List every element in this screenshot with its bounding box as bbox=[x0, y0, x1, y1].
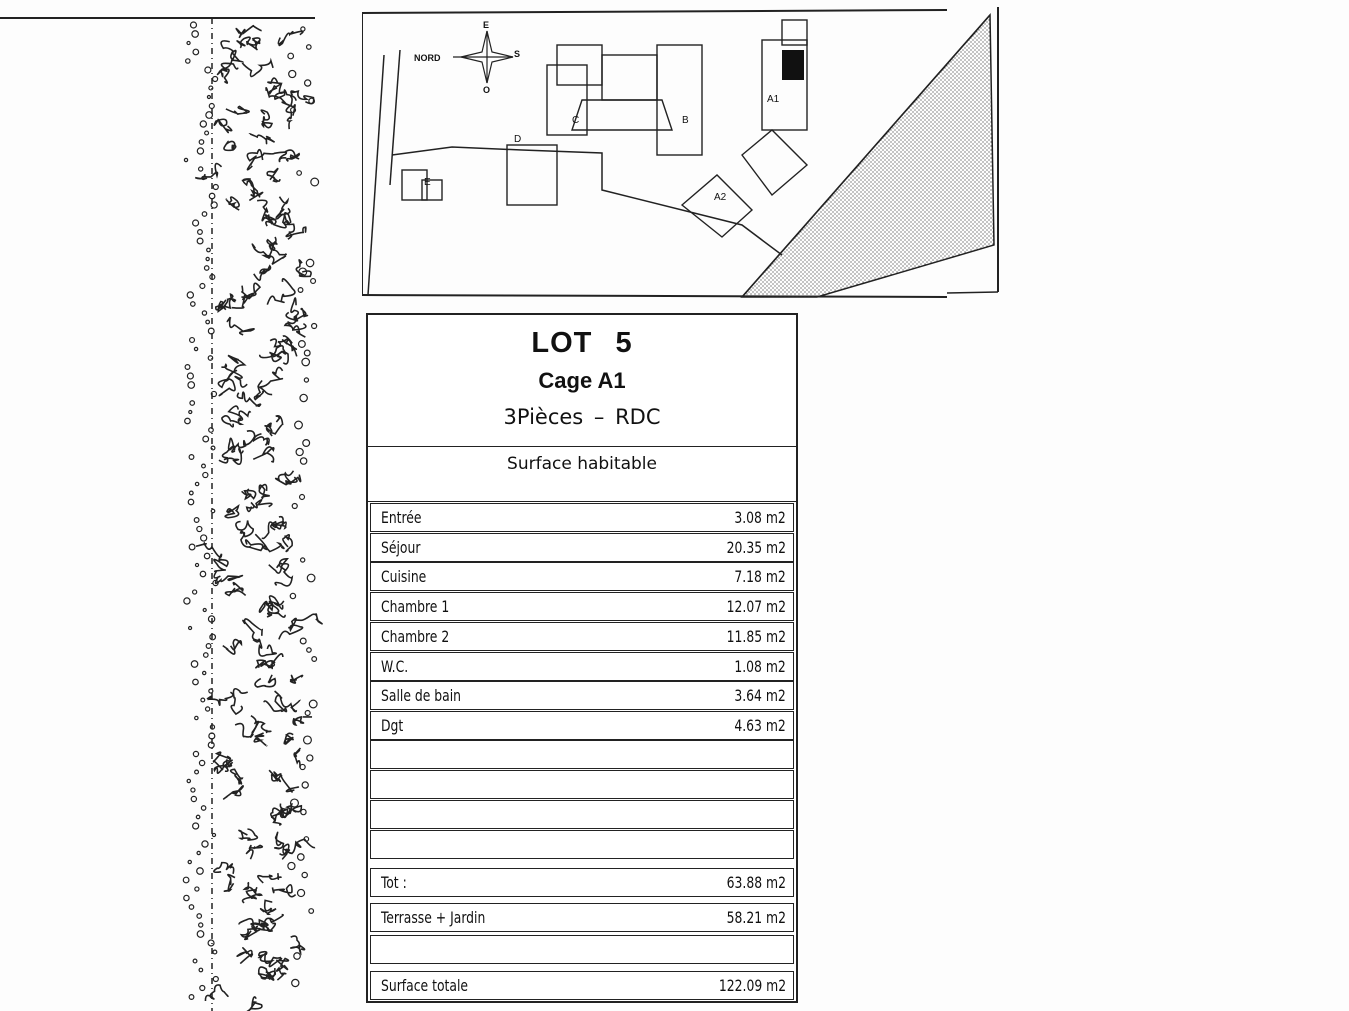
gravel-dot bbox=[298, 889, 305, 896]
room-name: Cuisine bbox=[381, 567, 427, 587]
gravel-dot bbox=[307, 574, 315, 582]
room-area: 4.63 m2 bbox=[734, 715, 786, 735]
shrub-shape bbox=[241, 927, 260, 940]
gravel-dot bbox=[193, 679, 199, 685]
shrub-shape bbox=[214, 863, 234, 874]
shrub-shape bbox=[294, 748, 300, 768]
empty-row bbox=[370, 770, 794, 799]
gravel-dot bbox=[193, 590, 197, 594]
shrub-shape bbox=[291, 675, 303, 683]
gravel-dot bbox=[191, 661, 197, 667]
shrub-shape bbox=[218, 370, 237, 395]
gravel-dot bbox=[199, 968, 203, 972]
svg-text:NORD: NORD bbox=[414, 53, 441, 63]
gravel-dot bbox=[189, 491, 193, 495]
gravel-dot bbox=[201, 535, 207, 541]
empty-row bbox=[370, 800, 794, 829]
room-area: 11.85 m2 bbox=[726, 626, 786, 646]
gravel-dot bbox=[211, 202, 217, 208]
gravel-dot bbox=[304, 378, 308, 382]
shrub-shape bbox=[224, 141, 236, 150]
gravel-dot bbox=[197, 931, 204, 938]
shrub-shape bbox=[225, 506, 238, 518]
shrub-shape bbox=[279, 618, 303, 639]
shrub-shape bbox=[226, 197, 239, 210]
gravel-dot bbox=[213, 976, 218, 981]
gravel-dot bbox=[201, 806, 205, 810]
surface-totale-value: 122.09 m2 bbox=[718, 976, 786, 995]
gravel-dot bbox=[311, 279, 316, 284]
shrub-shape bbox=[247, 150, 262, 170]
gravel-dot bbox=[198, 230, 203, 235]
gravel-dot bbox=[189, 905, 194, 910]
total-label: Tot : bbox=[381, 873, 407, 892]
shrub-shape bbox=[284, 213, 294, 232]
svg-text:A2: A2 bbox=[714, 192, 727, 203]
gravel-dot bbox=[209, 86, 213, 90]
apartment-type: 3Pièces – RDC bbox=[503, 405, 661, 429]
room-area: 7.18 m2 bbox=[734, 567, 786, 587]
empty-row bbox=[370, 830, 794, 859]
gravel-dot bbox=[302, 872, 307, 877]
gravel-dot bbox=[294, 953, 301, 960]
gravel-dot bbox=[301, 809, 306, 814]
gravel-dot bbox=[197, 914, 202, 919]
gravel-dot bbox=[207, 248, 211, 252]
room-name: Chambre 2 bbox=[381, 626, 450, 646]
gravel-dot bbox=[302, 358, 310, 366]
gravel-dot bbox=[200, 985, 205, 990]
shrub-shape bbox=[290, 936, 304, 953]
shrub-shape bbox=[275, 832, 284, 848]
shrub-shape bbox=[278, 31, 303, 45]
gravel-dot bbox=[299, 341, 306, 348]
gravel-dot bbox=[196, 815, 200, 819]
svg-text:O: O bbox=[483, 85, 491, 95]
gravel-dot bbox=[209, 428, 214, 433]
surface-totale-row bbox=[370, 971, 794, 1000]
shrub-shape bbox=[231, 689, 247, 714]
site-plan bbox=[362, 5, 1002, 300]
gravel-dot bbox=[309, 909, 314, 914]
gravel-dot bbox=[197, 238, 203, 244]
gravel-dot bbox=[288, 862, 295, 869]
shrub-shape bbox=[237, 948, 252, 964]
gravel-dot bbox=[184, 598, 190, 604]
gravel-dot bbox=[190, 22, 196, 28]
gravel-dot bbox=[194, 347, 197, 350]
gravel-dot bbox=[202, 841, 208, 847]
shrub-shape bbox=[294, 614, 322, 624]
gravel-dot bbox=[186, 59, 190, 63]
gravel-dot bbox=[304, 350, 310, 356]
room-row bbox=[370, 681, 794, 710]
gravel-dot bbox=[202, 212, 207, 217]
shrub-shape bbox=[224, 875, 235, 892]
gravel-dot bbox=[311, 178, 319, 186]
shrub-shape bbox=[205, 985, 228, 1001]
gravel-dot bbox=[298, 854, 305, 861]
gravel-dot bbox=[289, 70, 296, 77]
gravel-dot bbox=[303, 440, 310, 447]
room-name: Chambre 1 bbox=[381, 597, 450, 617]
gravel-dot bbox=[199, 140, 204, 145]
shrub-shape bbox=[254, 733, 266, 746]
gravel-dot bbox=[191, 302, 195, 306]
title-block bbox=[368, 315, 796, 447]
room-row bbox=[370, 622, 794, 651]
lot-title: LOT 5 bbox=[531, 327, 633, 359]
shrub-shape bbox=[262, 517, 286, 539]
shrub-shape bbox=[247, 180, 263, 200]
gravel-dot bbox=[304, 736, 312, 744]
gravel-dot bbox=[206, 644, 211, 649]
shrub-shape bbox=[243, 997, 262, 1011]
gravel-dot bbox=[188, 499, 194, 505]
lot-sheet bbox=[366, 313, 798, 1003]
gravel-dot bbox=[193, 49, 199, 55]
svg-text:C: C bbox=[572, 115, 580, 126]
shrub-shape bbox=[265, 423, 272, 432]
gravel-dot bbox=[183, 877, 189, 883]
shrub-shape bbox=[257, 200, 273, 226]
gravel-dot bbox=[187, 41, 190, 44]
gravel-dot bbox=[195, 563, 198, 566]
room-name: Dgt bbox=[381, 715, 404, 735]
gravel-dot bbox=[194, 518, 199, 523]
room-row bbox=[370, 533, 794, 562]
shrub-shape bbox=[224, 786, 243, 799]
gravel-dot bbox=[211, 446, 215, 450]
shrub-shape bbox=[223, 640, 242, 654]
gravel-dot bbox=[191, 788, 195, 792]
shrub-shape bbox=[258, 952, 272, 964]
gravel-dot bbox=[189, 455, 194, 460]
shrub-shape bbox=[270, 416, 283, 436]
gravel-dot bbox=[312, 657, 317, 662]
gravel-dot bbox=[184, 158, 187, 161]
gravel-dot bbox=[213, 184, 218, 189]
shrub-shape bbox=[275, 691, 300, 711]
gravel-dot bbox=[190, 338, 195, 343]
gravel-dot bbox=[184, 895, 189, 900]
empty-row bbox=[370, 740, 794, 769]
gravel-dot bbox=[193, 823, 199, 829]
gravel-dot bbox=[187, 779, 190, 782]
gravel-dot bbox=[212, 833, 215, 836]
room-area: 3.64 m2 bbox=[734, 686, 786, 706]
svg-text:E: E bbox=[424, 177, 431, 188]
shrub-shape bbox=[255, 675, 275, 687]
gravel-dot bbox=[191, 796, 196, 801]
gravel-dot bbox=[188, 382, 195, 389]
gravel-dot bbox=[301, 558, 305, 562]
gravel-dot bbox=[213, 950, 217, 954]
terrasse-row bbox=[370, 903, 794, 932]
gravel-dot bbox=[298, 288, 303, 293]
gravel-dot bbox=[208, 328, 214, 334]
compass-icon bbox=[453, 31, 513, 83]
gravel-dot bbox=[207, 95, 210, 98]
shrub-shape bbox=[241, 533, 263, 551]
terrasse-label: Terrasse + Jardin bbox=[381, 908, 486, 927]
shrub-shape bbox=[286, 226, 306, 239]
shrub-shape bbox=[226, 106, 249, 114]
svg-text:S: S bbox=[514, 49, 521, 59]
shrub-shape bbox=[231, 769, 243, 784]
shrub-shape bbox=[284, 733, 293, 744]
shrub-shape bbox=[242, 489, 256, 499]
gravel-dot bbox=[193, 220, 199, 226]
shrub-shape bbox=[221, 41, 239, 61]
shrub-shape bbox=[218, 69, 229, 83]
gravel-dot bbox=[209, 104, 214, 109]
gravel-dot bbox=[185, 418, 191, 424]
empty-row bbox=[370, 935, 794, 964]
svg-text:B: B bbox=[682, 115, 689, 126]
shrub-shape bbox=[235, 716, 258, 737]
room-row bbox=[370, 592, 794, 621]
svg-text:D: D bbox=[514, 134, 522, 145]
room-name: W.C. bbox=[381, 656, 409, 676]
shrub-shape bbox=[243, 619, 262, 641]
gravel-dot bbox=[305, 80, 311, 86]
shrub-shape bbox=[214, 119, 231, 133]
gravel-dot bbox=[297, 171, 302, 176]
gravel-dot bbox=[291, 799, 299, 807]
shrub-shape bbox=[254, 387, 272, 399]
gravel-dot bbox=[199, 760, 204, 765]
gravel-dot bbox=[312, 323, 317, 328]
shrub-shape bbox=[222, 416, 241, 427]
cage-label: Cage A1 bbox=[538, 368, 626, 393]
shrub-shape bbox=[293, 717, 312, 725]
gravel-dot bbox=[192, 31, 199, 38]
shrub-shape bbox=[253, 152, 286, 162]
shrub-shape bbox=[269, 596, 283, 609]
gravel-dot bbox=[204, 266, 208, 270]
gravel-dot bbox=[211, 509, 215, 513]
gravel-dot bbox=[195, 770, 199, 774]
gravel-dot bbox=[206, 112, 213, 119]
shrub-shape bbox=[255, 534, 284, 551]
gravel-dot bbox=[307, 45, 312, 50]
gravel-dot bbox=[195, 482, 198, 485]
shrub-shape bbox=[242, 61, 273, 77]
gravel-dot bbox=[187, 292, 193, 298]
shrub-shape bbox=[281, 776, 298, 792]
gravel-dot bbox=[301, 27, 305, 31]
shrub-shape bbox=[267, 279, 295, 305]
shrub-shape bbox=[258, 367, 282, 387]
gravel-dot bbox=[209, 689, 213, 693]
shrub-shape bbox=[214, 559, 228, 577]
gravel-dot bbox=[292, 979, 299, 986]
shrub-shape bbox=[272, 885, 295, 897]
gravel-dot bbox=[197, 526, 202, 531]
shrub-shape bbox=[259, 485, 270, 499]
shrub-shape bbox=[253, 639, 276, 656]
shrub-shape bbox=[275, 564, 292, 586]
gravel-dot bbox=[208, 742, 214, 748]
gravel-dot bbox=[185, 365, 190, 370]
room-row bbox=[370, 711, 794, 740]
room-name: Entrée bbox=[381, 508, 422, 527]
gravel-dot bbox=[213, 76, 218, 81]
gravel-dot bbox=[197, 868, 204, 875]
gravel-dot bbox=[201, 698, 205, 702]
gravel-dot bbox=[205, 67, 211, 73]
gravel-dot bbox=[206, 320, 210, 324]
shrub-shape bbox=[269, 770, 281, 781]
shrub-shape bbox=[285, 150, 299, 161]
gravel-dot bbox=[203, 472, 208, 477]
total-row bbox=[370, 868, 794, 897]
shrub-shape bbox=[267, 169, 280, 182]
shrub-shape bbox=[271, 522, 284, 530]
shrub-shape bbox=[285, 323, 306, 337]
shrub-shape bbox=[258, 873, 281, 883]
gravel-dot bbox=[290, 593, 295, 598]
gravel-dot bbox=[203, 671, 206, 674]
gravel-dot bbox=[193, 751, 198, 756]
surface-totale-label: Surface totale bbox=[381, 976, 469, 995]
gravel-dot bbox=[292, 503, 297, 508]
gravel-dot bbox=[187, 373, 193, 379]
terrasse-value: 58.21 m2 bbox=[726, 908, 786, 927]
gravel-dot bbox=[300, 458, 306, 464]
gravel-dot bbox=[295, 421, 303, 429]
shrub-shape bbox=[236, 26, 261, 38]
gravel-dot bbox=[306, 259, 313, 266]
gravel-dot bbox=[305, 711, 310, 716]
gravel-dot bbox=[307, 755, 313, 761]
gravel-dot bbox=[302, 782, 308, 788]
gravel-dot bbox=[300, 495, 305, 500]
gravel-dot bbox=[190, 401, 195, 406]
room-row bbox=[370, 503, 794, 532]
room-row bbox=[370, 652, 794, 681]
room-area: 20.35 m2 bbox=[726, 537, 786, 557]
gravel-dot bbox=[307, 648, 312, 653]
shrub-shape bbox=[280, 839, 316, 855]
shrub-shape bbox=[249, 134, 274, 144]
shrub-shape bbox=[264, 696, 287, 712]
gravel-dot bbox=[195, 716, 198, 719]
shrub-shape bbox=[253, 447, 274, 462]
shrub-shape bbox=[239, 829, 257, 840]
shrub-shape bbox=[246, 845, 262, 859]
room-area: 12.07 m2 bbox=[726, 597, 786, 617]
gravel-dot bbox=[197, 851, 200, 854]
gravel-dot bbox=[193, 959, 197, 963]
gravel-dot bbox=[189, 995, 194, 1000]
shrub-shape bbox=[286, 96, 292, 129]
room-area: 3.08 m2 bbox=[734, 508, 786, 527]
room-row bbox=[370, 562, 794, 591]
gravel-dot bbox=[203, 608, 206, 611]
svg-text:E: E bbox=[483, 20, 490, 30]
room-name: Salle de bain bbox=[381, 686, 462, 706]
gravel-dot bbox=[206, 707, 210, 711]
gravel-dot bbox=[288, 53, 294, 59]
shrub-shape bbox=[237, 37, 250, 48]
shrub-shape bbox=[261, 110, 272, 128]
gravel-dot bbox=[202, 311, 206, 315]
shrub-shape bbox=[254, 266, 271, 280]
gravel-dot bbox=[189, 626, 192, 629]
total-value: 63.88 m2 bbox=[726, 873, 786, 892]
gravel-dot bbox=[208, 940, 214, 946]
gravel-dot bbox=[309, 700, 317, 708]
gravel-dot bbox=[205, 131, 209, 135]
gravel-dot bbox=[200, 284, 205, 289]
room-name: Séjour bbox=[381, 537, 421, 557]
shrub-shape bbox=[247, 500, 272, 512]
gravel-dot bbox=[300, 394, 307, 401]
gravel-dot bbox=[300, 638, 306, 644]
gravel-dot bbox=[202, 464, 206, 468]
room-area: 1.08 m2 bbox=[734, 656, 786, 676]
shrub-shape bbox=[225, 583, 245, 596]
gravel-dot bbox=[189, 410, 192, 413]
gravel-dot bbox=[199, 923, 203, 927]
gravel-dot bbox=[189, 544, 195, 550]
shrub-shape bbox=[254, 434, 269, 446]
gravel-dot bbox=[197, 148, 203, 154]
svg-text:A1: A1 bbox=[767, 94, 780, 105]
shrub-shape bbox=[227, 317, 254, 335]
shrub-shape bbox=[261, 900, 276, 914]
gravel-dot bbox=[206, 257, 209, 260]
surface-header: Surface habitable bbox=[368, 446, 796, 502]
gravel-dot bbox=[188, 860, 191, 863]
gravel-dot bbox=[296, 448, 303, 455]
gravel-dot bbox=[200, 571, 205, 576]
hedge-drawing bbox=[0, 0, 330, 1011]
gravel-dot bbox=[204, 653, 209, 658]
gravel-dot bbox=[203, 436, 209, 442]
gravel-dot bbox=[199, 167, 203, 171]
gravel-dot bbox=[209, 193, 215, 199]
shrub-shape bbox=[207, 692, 233, 705]
gravel-dot bbox=[204, 553, 210, 559]
gravel-dot bbox=[195, 887, 199, 891]
gravel-dot bbox=[200, 121, 206, 127]
